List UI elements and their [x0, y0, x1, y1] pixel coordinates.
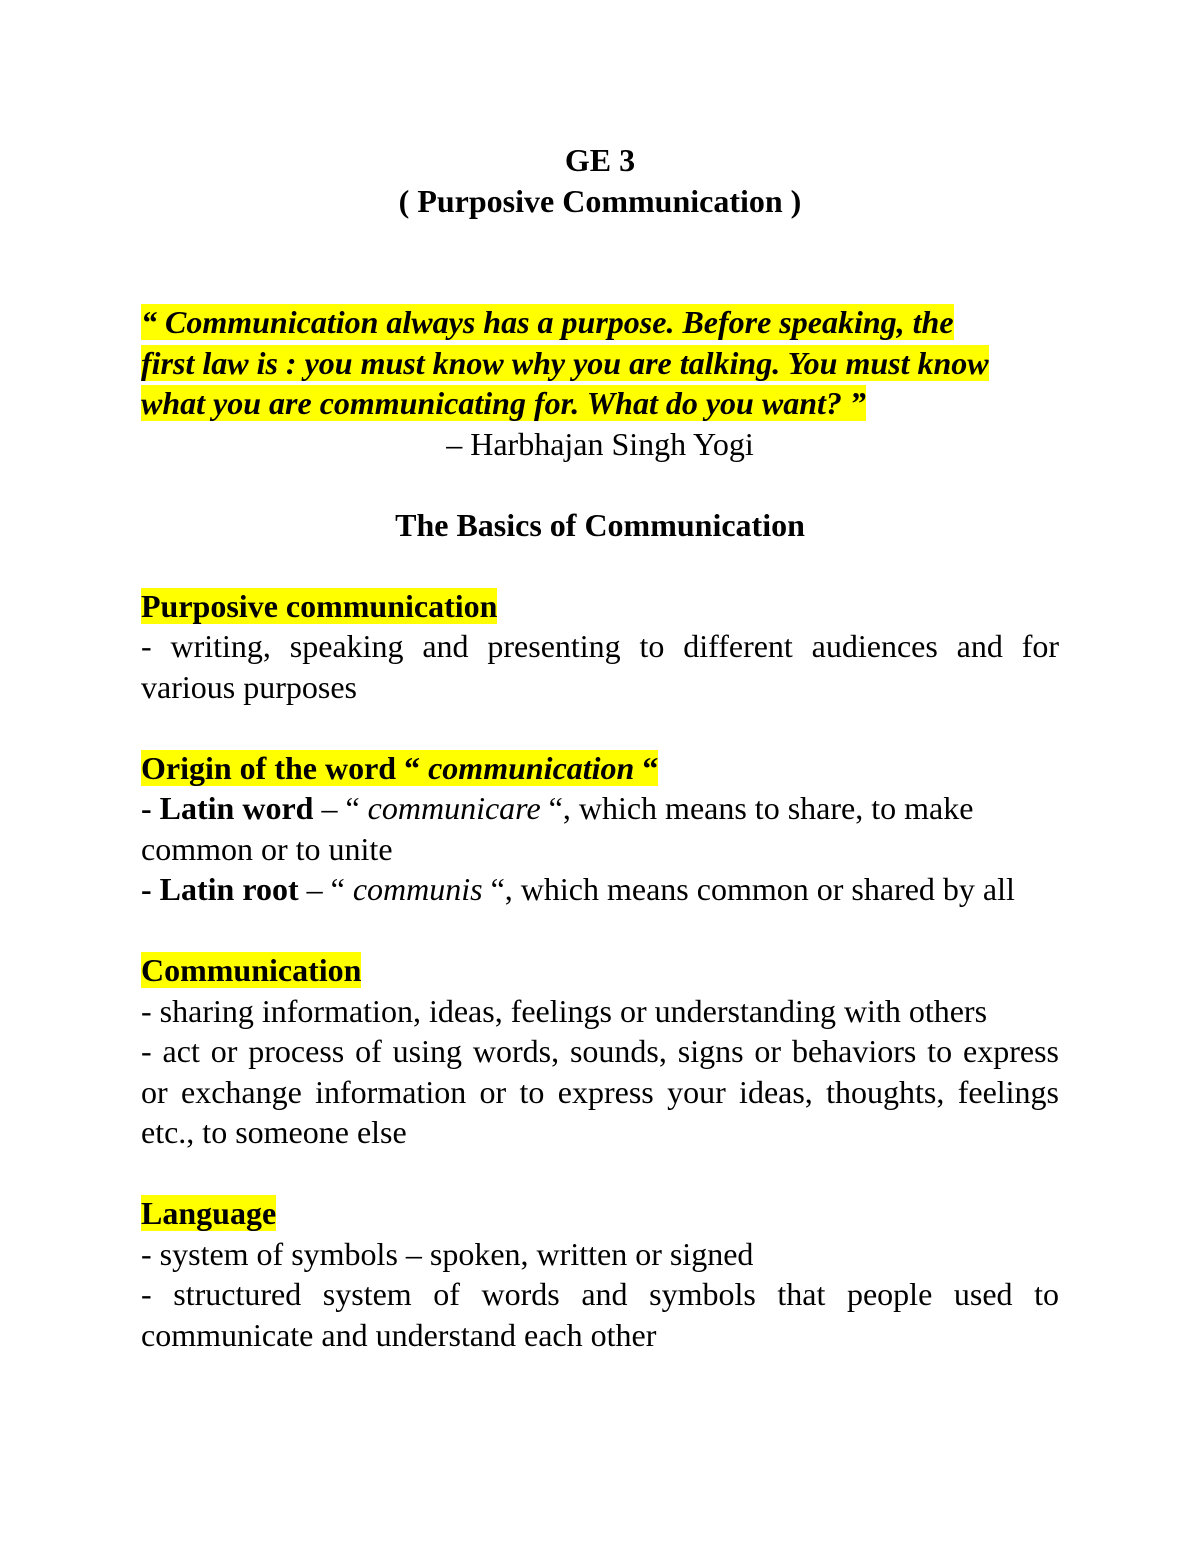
purposive-heading: Purposive communication: [141, 587, 498, 624]
language-definition-1: - system of symbols – spoken, written or signed: [141, 1235, 754, 1272]
language-definition-2: - structured system of words and symbols that people used to communicate and understand each other: [141, 1276, 1059, 1353]
quote-line-2: first law is : you must know why you are talking. You must know: [141, 344, 989, 381]
communication-definition-2: - act or process of using words, sounds, signs or behaviors to express or exchange information or to express your ideas, thoughts, feelings etc., to someone else: [141, 1033, 1059, 1150]
origin-heading-prefix: Origin of the word “: [141, 749, 429, 786]
language-heading: Language: [141, 1195, 277, 1231]
origin-heading-word: communication: [428, 749, 635, 786]
communication-section: [141, 950, 1059, 1153]
document-title: GE 3: [564, 142, 636, 178]
origin-heading: [141, 750, 658, 786]
purposive-definition: - writing, speaking and presenting to different audiences and for various purposes: [141, 628, 1059, 705]
latin-root-label: Latin root: [159, 871, 299, 907]
document-subtitle: ( Purposive Communication ): [398, 182, 802, 219]
language-section: [141, 1193, 1059, 1355]
quote-block: [141, 302, 1059, 464]
latin-word-label: Latin word: [159, 790, 314, 826]
origin-heading-suffix: “: [634, 749, 659, 786]
origin-item-latin-word: - Latin word – “ communicare “, which means to share, to make common or to unite: [141, 790, 974, 867]
section-heading: The Basics of Communication: [395, 506, 805, 543]
latin-word-term: communicare: [367, 790, 541, 826]
origin-item-latin-root: - Latin root – “ communis “, which means common or shared by all: [141, 871, 1015, 907]
communication-definition-1: - sharing information, ideas, feelings or understanding with others: [141, 992, 988, 1029]
quote-author: – Harbhajan Singh Yogi: [446, 425, 754, 462]
latin-root-term: communis: [352, 871, 483, 907]
origin-section: [141, 748, 1059, 910]
document-body: [141, 140, 1059, 1355]
quote-line-3: what you are communicating for. What do you want? ”: [141, 385, 866, 421]
purposive-section: [141, 586, 1059, 708]
quote-line-1: “ Communication always has a purpose. Before speaking, the: [141, 304, 954, 340]
communication-heading: Communication: [141, 952, 362, 988]
